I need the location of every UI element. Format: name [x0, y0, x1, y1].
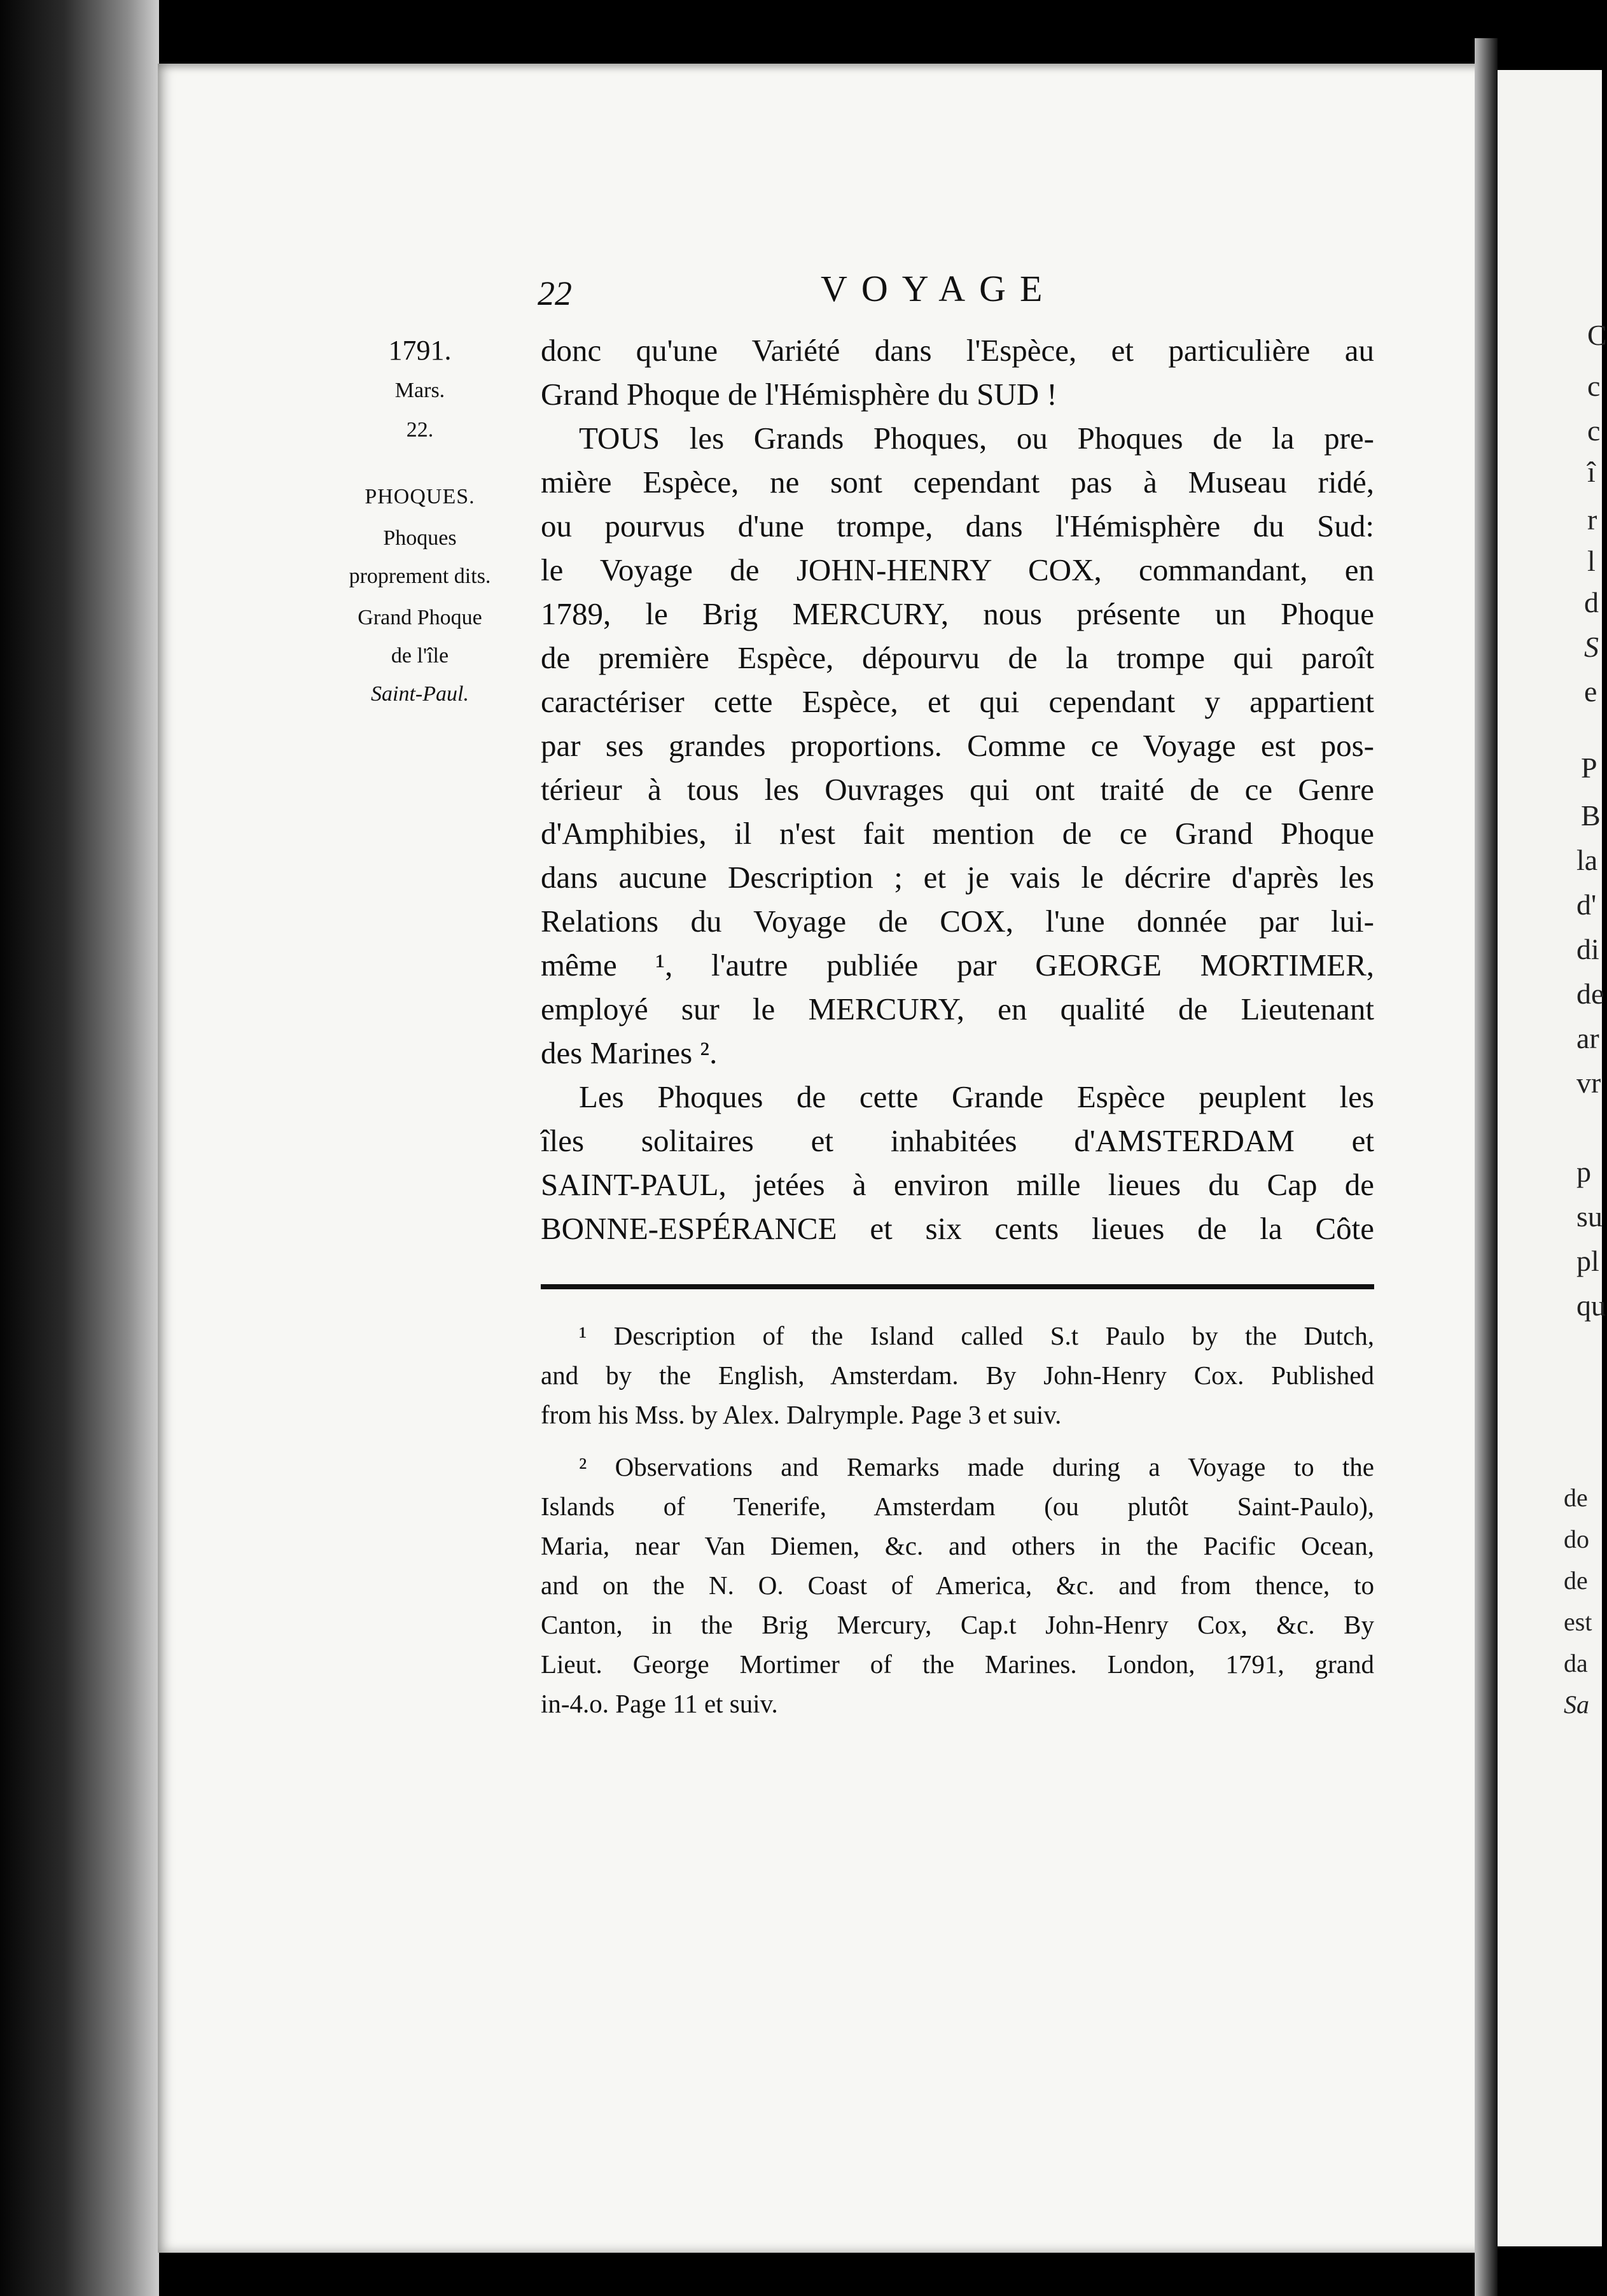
- facing-fragment: do: [1564, 1525, 1589, 1553]
- margin-topic: Grand Phoque: [358, 606, 482, 629]
- facing-fragment: pl: [1576, 1245, 1599, 1277]
- footnote-line: ² Observations and Remarks made during a Voyage to the: [579, 1452, 1374, 1481]
- footnote-line: and by the English, Amsterdam. By John-Henry Cox. Published: [541, 1361, 1374, 1390]
- margin-subheading-2: proprement dits.: [349, 564, 491, 588]
- footnote-line: Canton, in the Brig Mercury, Cap.t John-Henry Cox, &c. By: [541, 1610, 1374, 1639]
- body-line: de première Espèce, dépourvu de la trompe qui paroît: [541, 640, 1374, 675]
- facing-fragment: l: [1587, 545, 1596, 577]
- footnote-line: Islands of Tenerife, Amsterdam (ou plutôt Saint-Paulo),: [541, 1492, 1374, 1521]
- body-line: SAINT-PAUL, jetées à environ mille lieues du Cap de: [541, 1167, 1374, 1202]
- body-line: 1789, le Brig MERCURY, nous présente un Phoque: [541, 596, 1374, 631]
- facing-fragment: da: [1564, 1649, 1588, 1677]
- footnote-line: from his Mss. by Alex. Dalrymple. Page 3 et suiv.: [541, 1400, 1062, 1429]
- facing-fragment: d: [1584, 586, 1599, 619]
- facing-fragment: î: [1587, 456, 1596, 488]
- facing-fragment: B: [1581, 799, 1601, 832]
- footnote-line: ¹ Description of the Island called S.t Paulo by the Dutch,: [579, 1321, 1374, 1350]
- facing-fragment: la: [1576, 844, 1598, 876]
- facing-fragment: qu: [1576, 1289, 1606, 1322]
- footnote-line: Lieut. George Mortimer of the Marines. London, 1791, grand: [541, 1649, 1374, 1679]
- facing-fragment: r: [1587, 503, 1597, 536]
- scan-background: [0, 0, 159, 2296]
- book-gutter: [1475, 38, 1498, 2296]
- facing-fragment: c: [1587, 414, 1601, 447]
- page-number: 22: [538, 274, 572, 312]
- margin-year: 1791.: [388, 335, 452, 366]
- body-line: dans aucune Description ; et je vais le décrire d'après les: [541, 860, 1374, 895]
- facing-fragment: d': [1576, 888, 1597, 921]
- body-line: térieur à tous les Ouvrages qui ont traité de ce Genre: [541, 772, 1374, 807]
- footnote-line: and on the N. O. Coast of America, &c. and from thence, to: [541, 1571, 1374, 1600]
- facing-fragment: p: [1576, 1156, 1591, 1188]
- body-line: donc qu'une Variété dans l'Espèce, et particulière au: [541, 333, 1374, 368]
- body-line: même ¹, l'autre publiée par GEORGE MORTIMER,: [541, 948, 1374, 983]
- margin-heading: PHOQUES.: [365, 485, 475, 508]
- body-line: BONNE-ESPÉRANCE et six cents lieues de la Côte: [541, 1211, 1374, 1246]
- footnote-line: Maria, near Van Diemen, &c. and others in the Pacific Ocean,: [541, 1531, 1374, 1560]
- body-line: Grand Phoque de l'Hémisphère du SUD !: [541, 377, 1057, 412]
- facing-fragment: C: [1587, 319, 1607, 351]
- body-line: îles solitaires et inhabitées d'AMSTERDAM et: [541, 1123, 1374, 1158]
- facing-fragment: de: [1564, 1483, 1588, 1512]
- margin-subheading: Phoques: [383, 526, 457, 550]
- running-title: VOYAGE: [821, 268, 1057, 309]
- facing-fragment: vr: [1576, 1067, 1601, 1099]
- facing-fragment: P: [1581, 752, 1597, 784]
- facing-fragment: c: [1587, 370, 1601, 402]
- body-line: des Marines ².: [541, 1035, 718, 1070]
- body-line: par ses grandes proportions. Comme ce Voyage est pos-: [541, 728, 1374, 763]
- body-line: mière Espèce, ne sont cependant pas à Museau ridé,: [541, 465, 1374, 500]
- facing-fragment: de: [1576, 977, 1604, 1010]
- margin-day: 22.: [406, 418, 434, 442]
- facing-fragment: su: [1576, 1200, 1603, 1233]
- margin-topic-3: Saint-Paul.: [371, 682, 469, 706]
- facing-fragment: est: [1564, 1607, 1592, 1636]
- margin-month: Mars.: [394, 379, 445, 402]
- body-line: Relations du Voyage de COX, l'une donnée par lui-: [541, 904, 1374, 939]
- facing-fragment: e: [1584, 675, 1597, 708]
- body-line: ou pourvus d'une trompe, dans l'Hémisphère du Sud:: [541, 508, 1374, 543]
- facing-fragment: Sa: [1564, 1690, 1589, 1719]
- body-line: caractériser cette Espèce, et qui cependant y appartient: [541, 684, 1374, 719]
- margin-topic-2: de l'île: [391, 644, 449, 668]
- facing-fragment: S: [1584, 631, 1599, 663]
- footnote-rule: [541, 1284, 1374, 1289]
- body-line: employé sur le MERCURY, en qualité de Lieutenant: [541, 991, 1374, 1026]
- footnote-line: in-4.o. Page 11 et suiv.: [541, 1689, 778, 1718]
- body-line: le Voyage de JOHN-HENRY COX, commandant, en: [541, 552, 1374, 587]
- facing-fragment: di: [1576, 933, 1599, 965]
- facing-fragment: ar: [1576, 1022, 1599, 1054]
- body-line: Les Phoques de cette Grande Espèce peuplent les: [579, 1079, 1374, 1114]
- body-line: TOUS les Grands Phoques, ou Phoques de la pre-: [579, 421, 1374, 456]
- body-line: d'Amphibies, il n'est fait mention de ce Grand Phoque: [541, 816, 1374, 851]
- facing-fragment: de: [1564, 1566, 1588, 1595]
